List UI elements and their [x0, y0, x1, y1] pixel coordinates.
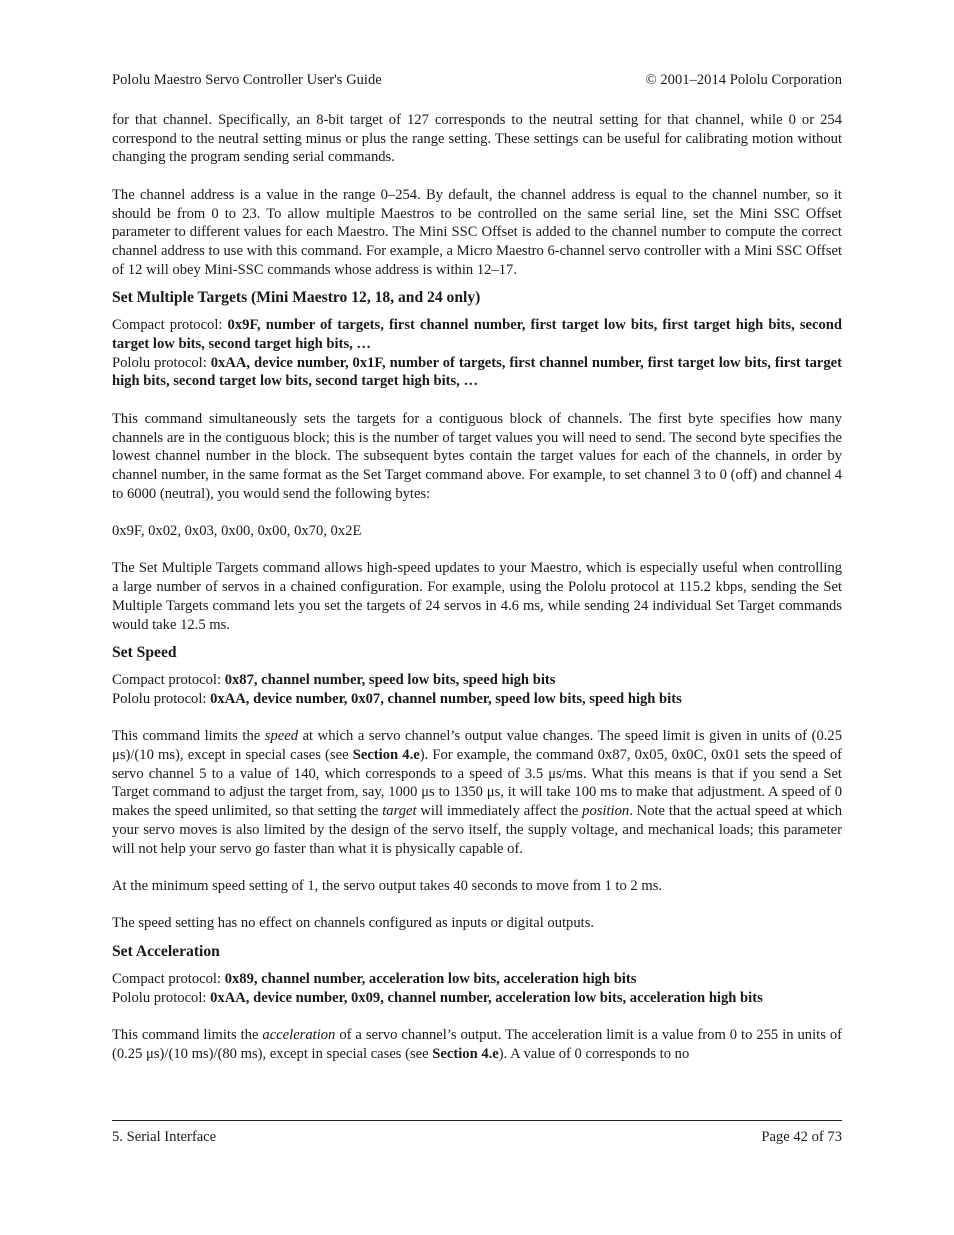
pololu-protocol-label: Pololu protocol: — [112, 354, 211, 371]
pololu-protocol-line — [112, 690, 842, 709]
page-footer — [112, 1120, 842, 1145]
speed-paragraph-3: The speed setting has no effect on channels configured as inputs or digital outputs. — [112, 915, 595, 932]
section-link[interactable]: Section 4.e — [352, 747, 420, 764]
compact-protocol-bytes: 0x9F, number of targets, first channel number, first target low bits, first target high bits, second target low bits, second target high bits, … — [112, 317, 842, 353]
emphasis-speed: speed — [264, 728, 299, 745]
text-run: of a servo channel’s output. The acceleration limit is a value from 0 to 255 in units of (0.25 μs)/(10 ms)/(80 ms), except in special cases (see — [112, 1027, 842, 1062]
pololu-protocol-label: Pololu protocol: — [112, 690, 211, 707]
pololu-protocol-bytes: 0xAA, device number, 0x09, channel number, acceleration low bits, acceleration high bits — [210, 989, 763, 1006]
text-run: ). For example, the command 0x87, 0x05, 0x0C, 0x01 sets the speed of servo channel 5 to a value of 140, which corresponds to a speed of 3.5 μs/ms. What this means is that if you send a Set Target command to adjust the target from, say, 1000 μs to 1350 μs, it will take 100 ms to make that adjustment. A speed of 0 makes the speed unlimited, so that setting the — [112, 747, 842, 820]
section-link[interactable]: Section 4.e — [432, 1045, 499, 1062]
multi-targets-paragraph-1: This command simultaneously sets the targets for a contiguous block of channels. The first byte specifies how many channels are in the contiguous block; this is the number of target values you will need to send. The second byte specifies the lowest channel number in the block. The subsequent bytes contain the target values for each of the channels, in order by channel number, in the same format as the Set Target command above. For example, to set channel 3 to 0 (off) and channel 4 to 6000 (neutral), you would send the following bytes: — [112, 410, 842, 502]
text-run: will immediately affect the — [416, 803, 583, 820]
compact-protocol-line — [112, 970, 842, 989]
section-heading-set-acceleration: Set Acceleration — [112, 943, 220, 961]
compact-protocol-label: Compact protocol: — [112, 672, 225, 689]
section-heading-set-multiple-targets: Set Multiple Targets (Mini Maestro 12, 18, and 24 only) — [112, 289, 481, 307]
pololu-protocol-bytes: 0xAA, device number, 0x1F, number of targets, first channel number, first target low bits, first target high bits, second target low bits, second target high bits, … — [112, 354, 842, 390]
emphasis-target: target — [382, 803, 417, 820]
page-number: Page 42 of 73 — [761, 1129, 842, 1145]
copyright-notice: © 2001–2014 Pololu Corporation — [645, 72, 842, 88]
document-title: Pololu Maestro Servo Controller User's Guide — [112, 72, 382, 88]
pololu-protocol-line — [112, 354, 842, 391]
speed-paragraph-1 — [112, 727, 842, 858]
text-run: . Note that the actual speed at which your servo moves is also limited by the design of the servo itself, the supply voltage, and mechanical loads; this parameter will not help your servo go faster than what it is physically capable of. — [112, 803, 843, 857]
text-run: This command limits the — [112, 1027, 263, 1044]
multi-targets-paragraph-2: The Set Multiple Targets command allows high-speed updates to your Maestro, which is especially useful when controlling a large number of servos in a chained configuration. For example, using the Pololu protocol at 115.2 kbps, sending the Set Multiple Targets command lets you set the targets of 24 servos in 4.6 ms, while sending 24 individual Set Target commands would take 12.5 ms. — [112, 560, 842, 633]
footer-section-name: 5. Serial Interface — [112, 1129, 217, 1145]
section-heading-set-speed: Set Speed — [112, 644, 177, 662]
compact-protocol-line — [112, 671, 842, 690]
compact-protocol-line — [112, 316, 842, 353]
pololu-protocol-label: Pololu protocol: — [112, 989, 211, 1006]
text-run: at which a servo channel’s output value changes. The speed limit is given in units of (0.25 μs)/(10 ms), except in special cases (see — [112, 728, 842, 764]
acceleration-paragraph-1 — [112, 1026, 842, 1063]
speed-paragraph-2: At the minimum speed setting of 1, the servo output takes 40 seconds to move from 1 to 2 ms. — [112, 877, 663, 894]
emphasis-position: position — [582, 803, 630, 820]
text-run: ). A value of 0 corresponds to no — [498, 1045, 690, 1062]
intro-paragraph-1: for that channel. Specifically, an 8-bit target of 127 corresponds to the neutral setting for that channel, while 0 or 254 correspond to the neutral setting minus or plus the range setting. These settings can be useful for calibrating motion without changing the program sending serial commands. — [112, 112, 842, 166]
intro-paragraph-2: The channel address is a value in the range 0–254. By default, the channel address is equal to the channel number, so it should be from 0 to 23. To allow multiple Maestros to be controlled on the same serial line, set the Mini SSC Offset parameter to different values for each Maestro. The Mini SSC Offset is added to the channel number to compute the correct channel address to use with this command. For example, a Micro Maestro 6-channel servo controller with a Mini SSC Offset of 12 will obey Mini-SSC commands whose address is within 12–17. — [112, 186, 842, 278]
page-content — [112, 111, 842, 1064]
compact-protocol-label: Compact protocol: — [112, 971, 225, 988]
compact-protocol-bytes: 0x89, channel number, acceleration low bits, acceleration high bits — [224, 971, 637, 988]
emphasis-acceleration: acceleration — [262, 1027, 336, 1044]
example-bytes: 0x9F, 0x02, 0x03, 0x00, 0x00, 0x70, 0x2E — [112, 523, 362, 540]
text-run: This command limits the — [112, 728, 265, 745]
page-header — [112, 71, 842, 91]
compact-protocol-label: Compact protocol: — [112, 317, 228, 334]
pololu-protocol-line — [112, 989, 842, 1008]
pololu-protocol-bytes: 0xAA, device number, 0x07, channel number, speed low bits, speed high bits — [210, 690, 682, 707]
compact-protocol-bytes: 0x87, channel number, speed low bits, speed high bits — [224, 672, 556, 689]
